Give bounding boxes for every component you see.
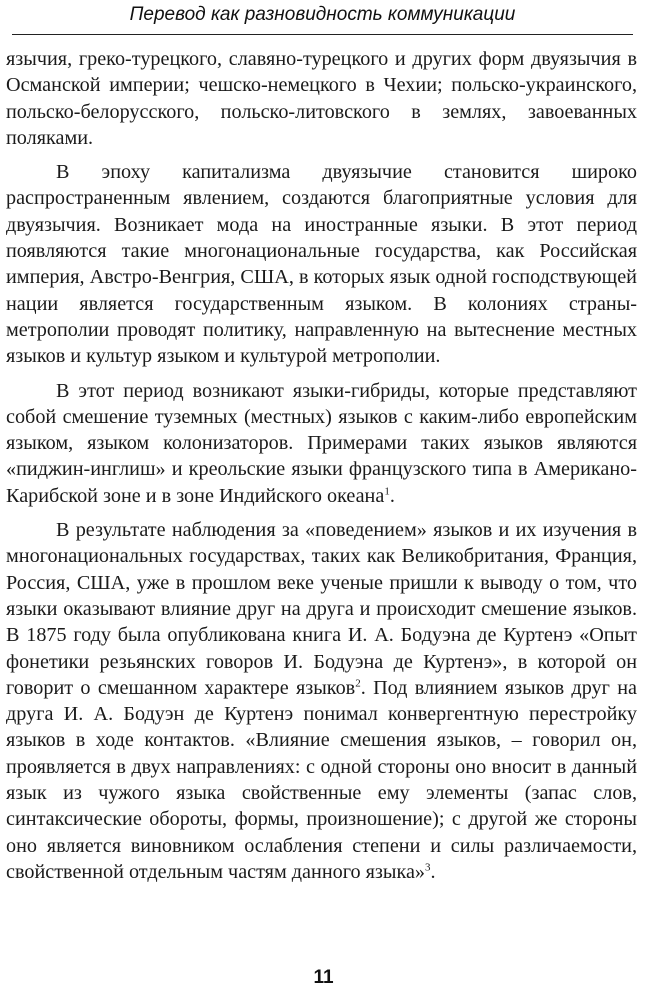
paragraph-2-text: В эпоху капитализма двуязычие становится широко распространенным явлением, создаются благоприятные условия для двуязычия. Возникает мода на иностранные языки. В этот период появляются такие многонациональные государства, как Российская империя, Австро-Венгрия, США, в которых язык одной господствующей нации является государственным языком. В колониях страны-метрополии проводят политику, направленную на вытеснение местных языков и культур языком и культурой метрополии.: [6, 161, 637, 368]
paragraph-1: [6, 46, 637, 151]
body-text: [6, 46, 637, 885]
paragraph-3-text: В этот период возникают языки-гибриды, которые представляют собой смешение туземных (местных) языков с каким-либо европейским языком, языком колонизаторов. Примерами таких языков являются «пиджин-инглиш» и креольские языки французского типа в Американо-Карибской зоне и в зоне Индийского океана: [6, 379, 637, 507]
paragraph-3: [6, 378, 637, 509]
footnote-ref-2: 2: [355, 677, 361, 690]
paragraph-3-tail: .: [389, 484, 395, 507]
paragraph-2: [6, 159, 637, 369]
paragraph-4: [6, 517, 637, 885]
footnote-ref-1: 1: [384, 485, 390, 498]
paragraph-4-text: В результате наблюдения за «поведением» языков и их изучения в многонациональных государствах, таких как Великобритания, Франция, Россия, США, уже в прошлом веке ученые пришли к выводу о том, что языки оказывают влияние друг на друга и происходит смешение языков. В 1875 году была опубликована книга И. А. Бодуэна де Куртенэ «Опыт фонетики резьянских говоров И. Бодуэна де Куртенэ», в которой он говорит о смешанном характере языков: [6, 519, 637, 699]
page-number: 11: [313, 967, 334, 988]
paragraph-4-tail-2: .: [430, 860, 436, 883]
footnote-ref-3: 3: [425, 861, 431, 874]
paragraph-4-tail: . Под влиянием языков друг на друга И. А. Бодуэн де Куртенэ понимал конвергентную перестройку языков в ходе контактов. «Влияние смешения языков, – говорил он, проявляется в двух направлениях: с одной стороны оно вносит в данный язык из чужого языка свойственные ему элементы (запас слов, синтаксические обороты, формы, произношение); с другой же стороны оно является виновником ослабления степени и силы различаемости, свойственной отдельным частям данного языка»: [6, 676, 637, 883]
paragraph-1-text: язычия, греко-турецкого, славяно-турецкого и других форм двуязычия в Османской империи; чешско-немецкого в Чехии; польско-украинского, польско-белорусского, польско-литовского в землях, завоеванных поляками.: [6, 48, 637, 149]
running-header: Перевод как разновидность коммуникации: [12, 0, 633, 35]
